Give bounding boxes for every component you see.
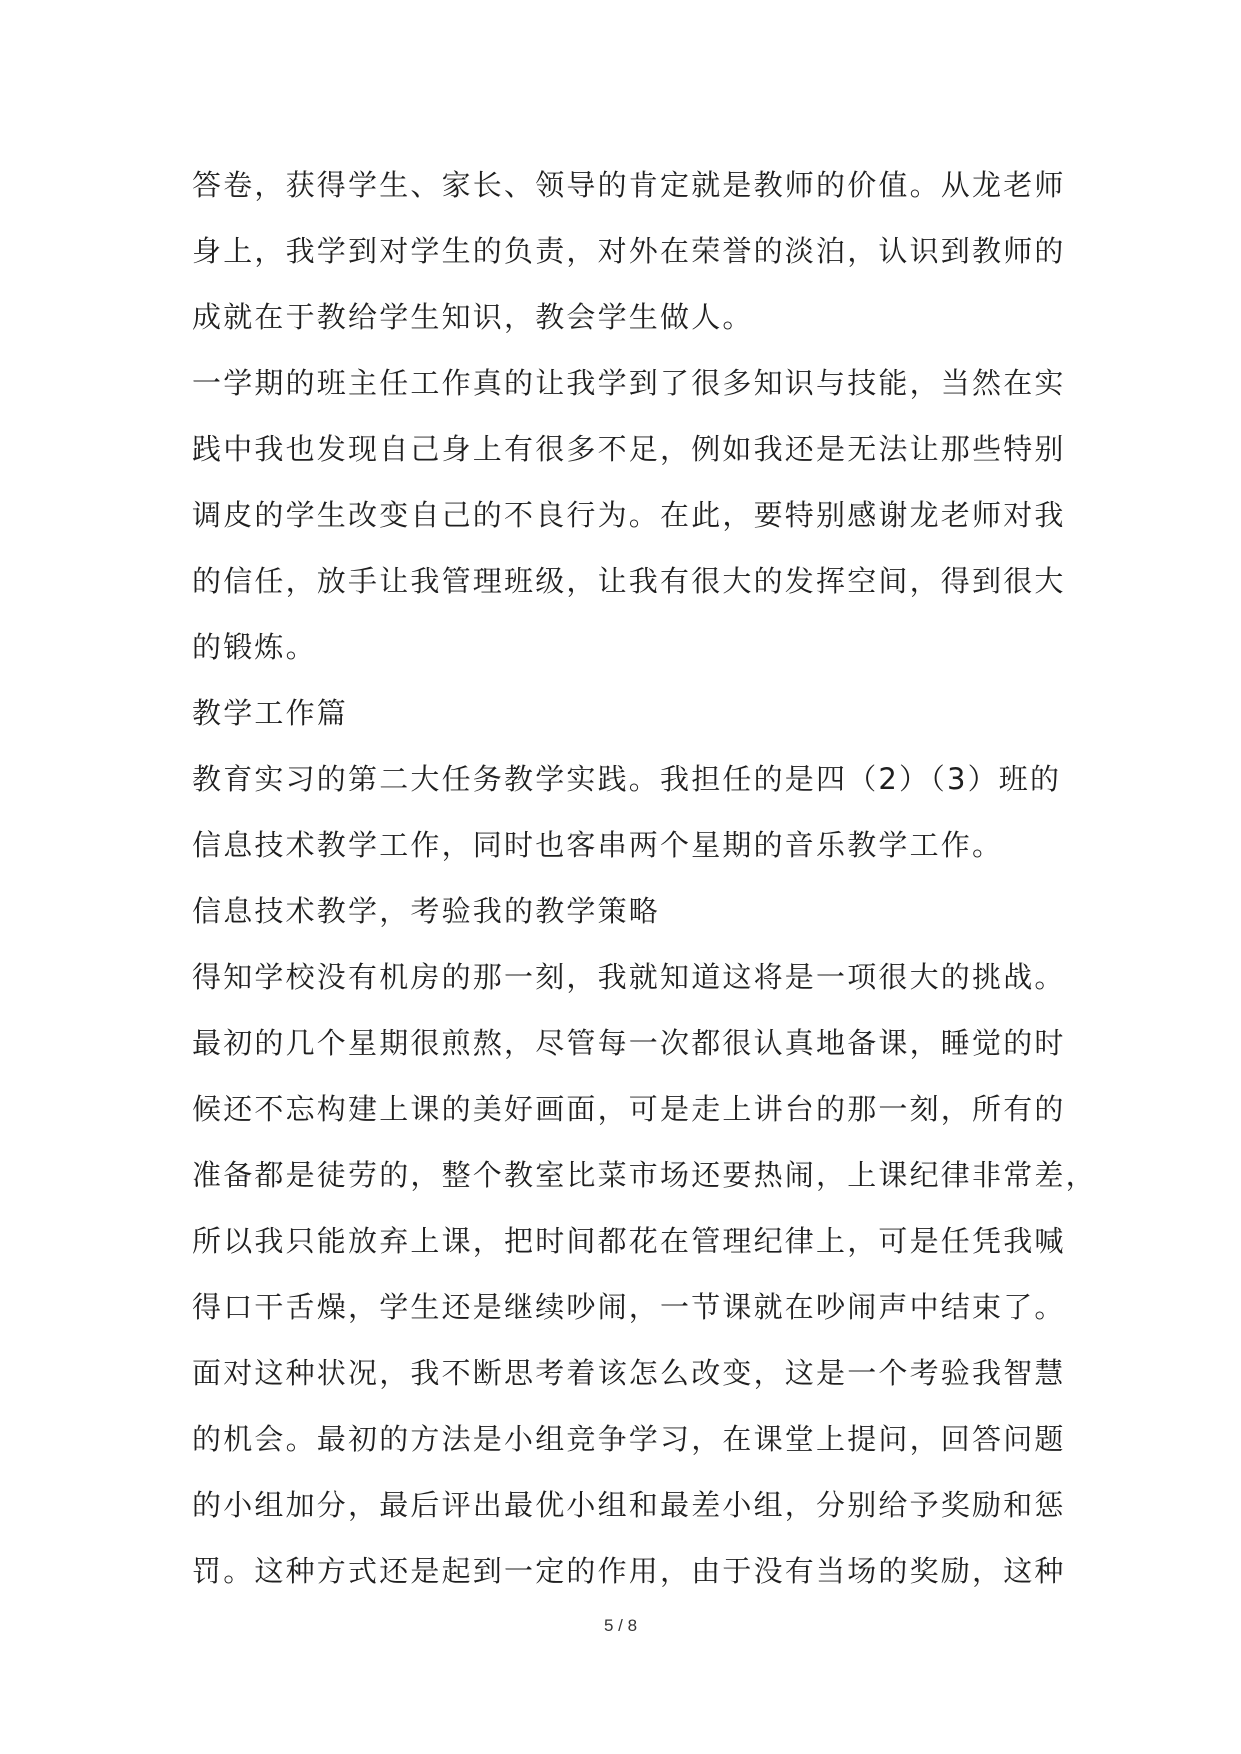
section-heading: 教学工作篇 bbox=[192, 696, 349, 730]
text-line: 候还不忘构建上课的美好画面，可是走上讲台的那一刻，所有的 bbox=[192, 1092, 1066, 1126]
text-line: 面对这种状况，我不断思考着该怎么改变，这是一个考验我智慧 bbox=[192, 1356, 1066, 1390]
page-number: 5 / 8 bbox=[603, 1616, 638, 1635]
text-line: 信息技术教学工作，同时也客串两个星期的音乐教学工作。 bbox=[192, 828, 1004, 862]
text-line: 身上，我学到对学生的负责，对外在荣誉的淡泊，认识到教师的 bbox=[192, 234, 1066, 268]
text-line: 践中我也发现自己身上有很多不足，例如我还是无法让那些特别 bbox=[192, 432, 1066, 466]
text-line: 的锻炼。 bbox=[192, 630, 317, 664]
text-line: 调皮的学生改变自己的不良行为。在此，要特别感谢龙老师对我 bbox=[192, 498, 1066, 532]
text-line: 一学期的班主任工作真的让我学到了很多知识与技能，当然在实 bbox=[192, 366, 1066, 400]
text-line: 的机会。最初的方法是小组竞争学习，在课堂上提问，回答问题 bbox=[192, 1422, 1066, 1456]
text-line: 得口干舌燥，学生还是继续吵闹，一节课就在吵闹声中结束了。 bbox=[192, 1290, 1066, 1324]
document-body bbox=[192, 152, 1097, 1604]
text-line: 的信任，放手让我管理班级，让我有很大的发挥空间，得到很大 bbox=[192, 564, 1066, 598]
text-line: 所以我只能放弃上课，把时间都花在管理纪律上，可是任凭我喊 bbox=[192, 1224, 1066, 1258]
text-line: 教育实习的第二大任务教学实践。我担任的是四（2）（3）班的 bbox=[192, 762, 1062, 796]
text-line: 得知学校没有机房的那一刻，我就知道这将是一项很大的挑战。 bbox=[192, 960, 1066, 994]
subsection-heading: 信息技术教学，考验我的教学策略 bbox=[192, 894, 661, 928]
text-line: 成就在于教给学生知识，教会学生做人。 bbox=[192, 300, 754, 334]
text-line: 准备都是徒劳的，整个教室比菜市场还要热闹，上课纪律非常差， bbox=[192, 1158, 1097, 1192]
text-line: 答卷，获得学生、家长、领导的肯定就是教师的价值。从龙老师 bbox=[192, 168, 1066, 202]
text-line: 的小组加分，最后评出最优小组和最差小组，分别给予奖励和惩 bbox=[192, 1488, 1066, 1522]
text-line: 最初的几个星期很煎熬，尽管每一次都很认真地备课，睡觉的时 bbox=[192, 1026, 1066, 1060]
text-line: 罚。这种方式还是起到一定的作用，由于没有当场的奖励，这种 bbox=[192, 1554, 1066, 1588]
